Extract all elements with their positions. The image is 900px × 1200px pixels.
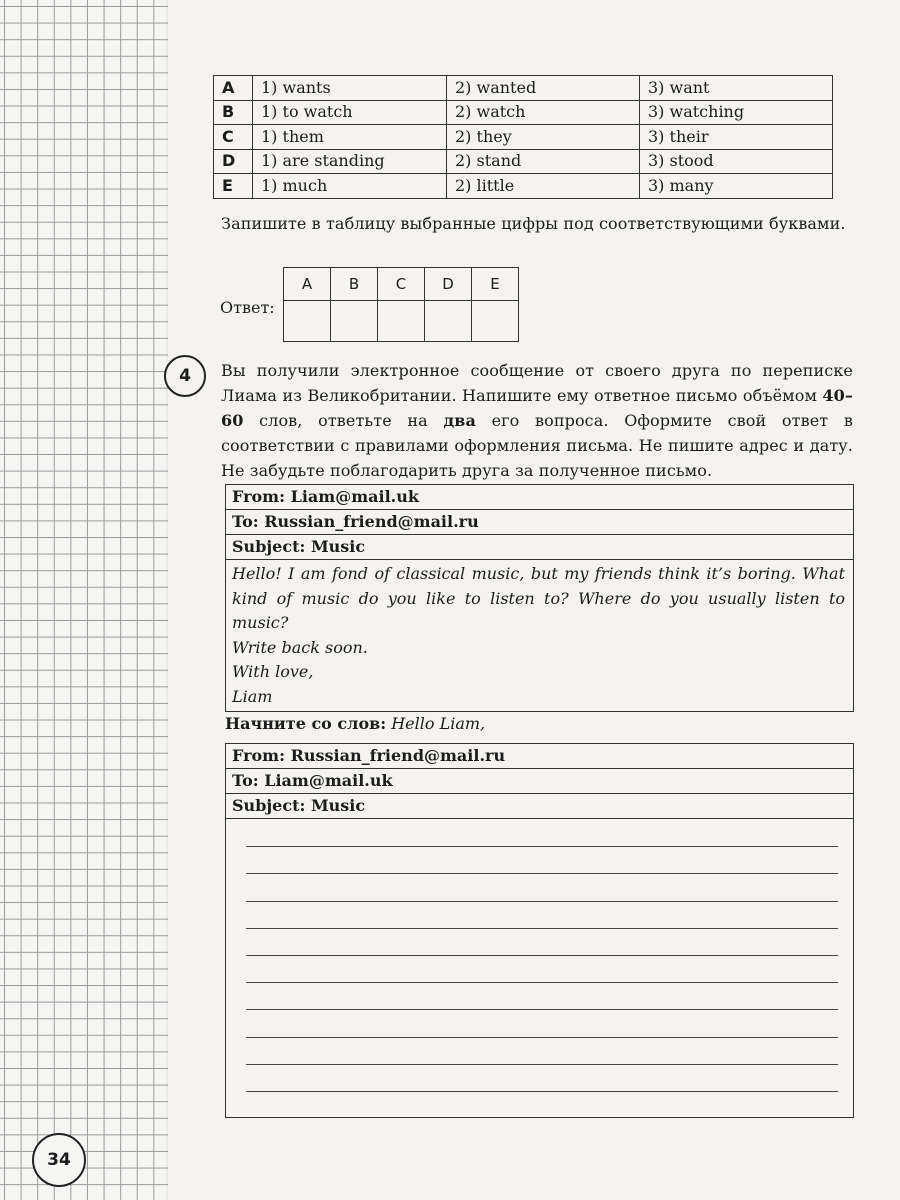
writing-line[interactable] bbox=[246, 847, 838, 874]
incoming-body bbox=[226, 560, 853, 711]
answer-label: Ответ: bbox=[220, 298, 275, 317]
instruction-text: Запишите в таблицу выбранные цифры под соответствующими буквами. bbox=[221, 214, 846, 233]
writing-line[interactable] bbox=[246, 820, 838, 847]
task4-text-part3: его вопроса. Оформите свой ответ в соответствии с правилами оформления письма. Не пишите адрес и дату. Не забудьте поблагодарить друга за полученное письмо. bbox=[221, 411, 853, 480]
answer-letter-c: C bbox=[378, 268, 425, 301]
writing-line[interactable] bbox=[246, 902, 838, 929]
options-row-letter: E bbox=[214, 174, 253, 199]
incoming-body-signoff: With love, bbox=[232, 662, 314, 681]
incoming-body-main: Hello! I am fond of classical music, but my friends think it’s boring. What kind of music do you like to listen to? Where do you usually listen to music? bbox=[232, 564, 845, 632]
option-3: 3) many bbox=[640, 174, 833, 199]
answer-letter-e: E bbox=[472, 268, 519, 301]
task4-text-part2: слов, ответьте на bbox=[243, 411, 444, 430]
options-row bbox=[214, 76, 833, 101]
answer-cell-e[interactable] bbox=[472, 301, 519, 342]
options-row bbox=[214, 100, 833, 125]
writing-line[interactable] bbox=[246, 874, 838, 901]
options-table bbox=[213, 75, 833, 199]
start-with-label: Начните со слов: bbox=[225, 714, 387, 733]
task4-text-part1: Вы получили электронное сообщение от своего друга по переписке Лиама из Великобритании. Напишите ему ответное письмо объёмом bbox=[221, 361, 853, 405]
reply-subject: Subject: Music bbox=[226, 794, 853, 819]
option-3: 3) want bbox=[640, 76, 833, 101]
options-row-letter: B bbox=[214, 100, 253, 125]
answer-letter-b: B bbox=[331, 268, 378, 301]
incoming-from: From: Liam@mail.uk bbox=[226, 485, 853, 510]
task4-text bbox=[221, 358, 853, 483]
answer-letter-a: A bbox=[284, 268, 331, 301]
reply-from: From: Russian_friend@mail.ru bbox=[226, 744, 853, 769]
task-number-badge: 4 bbox=[164, 355, 206, 397]
writing-line[interactable] bbox=[246, 1038, 838, 1065]
option-3: 3) their bbox=[640, 125, 833, 150]
option-2: 2) watch bbox=[447, 100, 640, 125]
answer-cell-a[interactable] bbox=[284, 301, 331, 342]
task4-word-count: 40–60 bbox=[221, 386, 853, 430]
incoming-to: To: Russian_friend@mail.ru bbox=[226, 510, 853, 535]
options-row-letter: D bbox=[214, 149, 253, 174]
reply-to: To: Liam@mail.uk bbox=[226, 769, 853, 794]
start-with-phrase: Hello Liam, bbox=[386, 714, 486, 733]
task4-question-count: два bbox=[443, 411, 476, 430]
options-row bbox=[214, 149, 833, 174]
page-number: 34 bbox=[32, 1133, 86, 1187]
option-1: 1) to watch bbox=[253, 100, 447, 125]
answer-cell-c[interactable] bbox=[378, 301, 425, 342]
incoming-subject: Subject: Music bbox=[226, 535, 853, 560]
answer-grid bbox=[283, 267, 519, 342]
option-1: 1) much bbox=[253, 174, 447, 199]
options-row-letter: C bbox=[214, 125, 253, 150]
option-1: 1) them bbox=[253, 125, 447, 150]
writing-line[interactable] bbox=[246, 929, 838, 956]
options-row bbox=[214, 174, 833, 199]
option-3: 3) stood bbox=[640, 149, 833, 174]
incoming-body-signature: Liam bbox=[232, 686, 273, 706]
option-2: 2) wanted bbox=[447, 76, 640, 101]
reply-writing-area[interactable] bbox=[246, 820, 838, 1092]
options-row-letter: A bbox=[214, 76, 253, 101]
option-2: 2) they bbox=[447, 125, 640, 150]
writing-line[interactable] bbox=[246, 983, 838, 1010]
option-2: 2) stand bbox=[447, 149, 640, 174]
option-2: 2) little bbox=[447, 174, 640, 199]
answer-cell-b[interactable] bbox=[331, 301, 378, 342]
writing-line[interactable] bbox=[246, 956, 838, 983]
incoming-body-closing: Write back soon. bbox=[232, 637, 368, 657]
writing-line[interactable] bbox=[246, 1010, 838, 1037]
option-1: 1) are standing bbox=[253, 149, 447, 174]
answer-letter-d: D bbox=[425, 268, 472, 301]
option-1: 1) wants bbox=[253, 76, 447, 101]
start-with-line bbox=[225, 714, 485, 733]
incoming-email bbox=[225, 484, 854, 712]
option-3: 3) watching bbox=[640, 100, 833, 125]
writing-line[interactable] bbox=[246, 1065, 838, 1092]
options-row bbox=[214, 125, 833, 150]
graph-paper-margin bbox=[0, 0, 168, 1200]
answer-cell-d[interactable] bbox=[425, 301, 472, 342]
